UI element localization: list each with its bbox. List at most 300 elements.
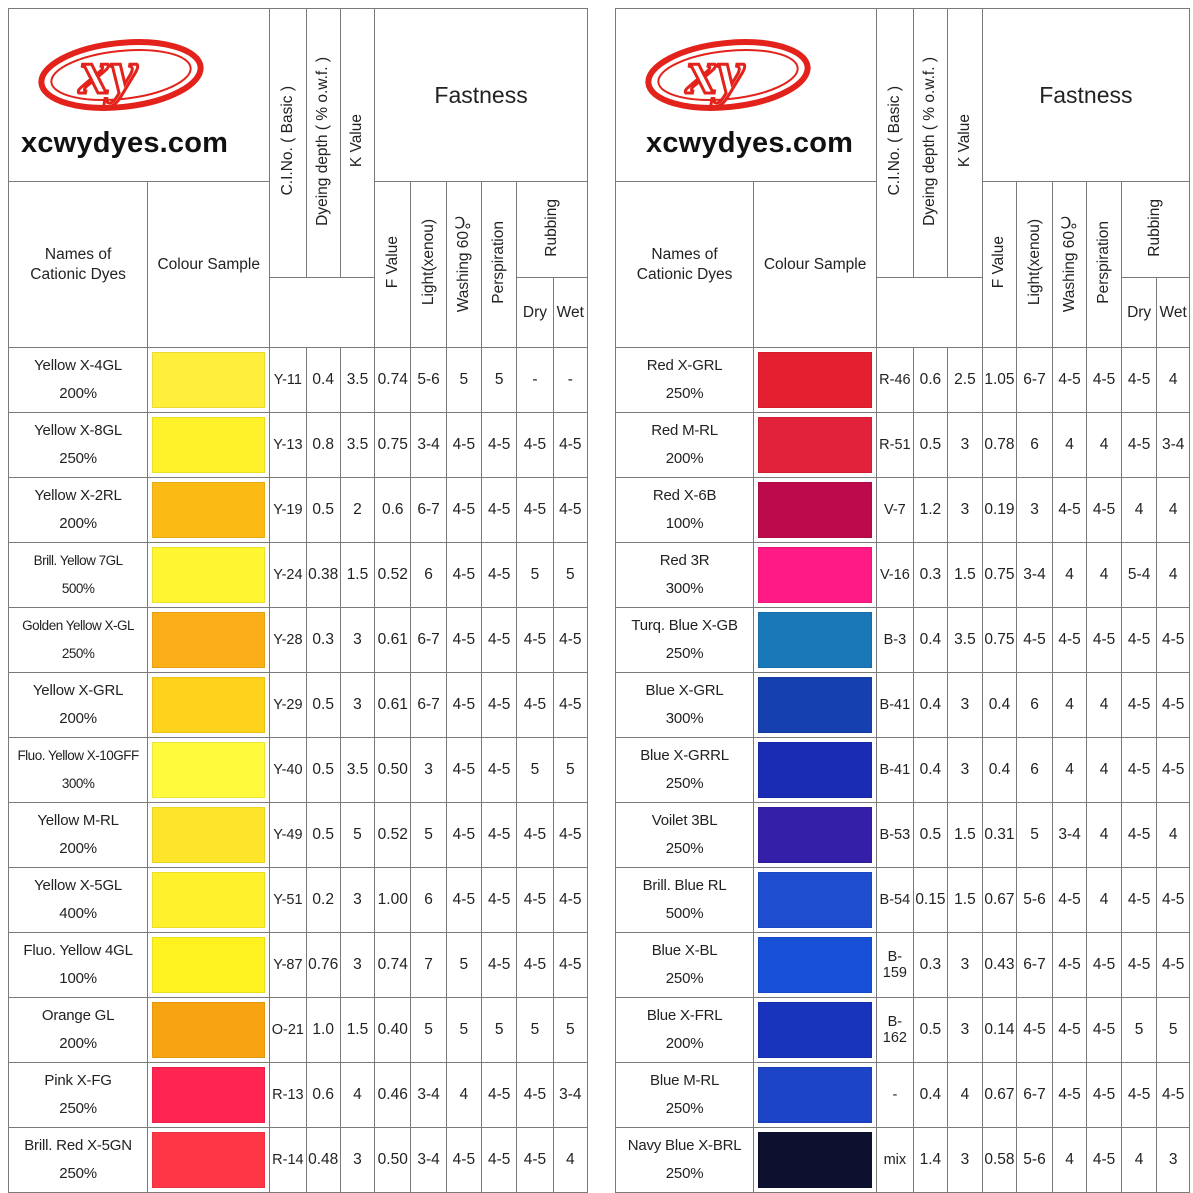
colour-sample-cell xyxy=(148,868,270,933)
rubbing-dry: 5 xyxy=(517,998,553,1063)
rubbing-wet: 4 xyxy=(1157,348,1190,413)
rubbing-wet: 4-5 xyxy=(553,478,587,543)
rubbing-dry: 5 xyxy=(517,738,553,803)
ci-no: B-41 xyxy=(877,738,914,803)
rubbing-wet: 4-5 xyxy=(553,413,587,478)
dye-name-cell xyxy=(616,868,754,933)
washing-fastness: 4 xyxy=(1052,543,1087,608)
colour-sample-cell xyxy=(754,998,877,1063)
dye-row xyxy=(9,803,588,868)
dye-name: Blue X-GRL xyxy=(645,682,724,699)
dye-row xyxy=(616,478,1190,543)
washing-fastness: 5 xyxy=(446,933,481,998)
colour-swatch xyxy=(758,482,872,538)
light-fastness: 5-6 xyxy=(1017,1128,1053,1193)
f-value: 1.05 xyxy=(982,348,1017,413)
dye-name-cell xyxy=(9,413,148,478)
dye-row xyxy=(616,608,1190,673)
dye-row xyxy=(616,1063,1190,1128)
perspiration-fastness: 4-5 xyxy=(482,1063,517,1128)
dye-row xyxy=(9,673,588,738)
dye-name-cell xyxy=(9,1063,148,1128)
rubbing-wet: 5 xyxy=(553,738,587,803)
k-value: 3 xyxy=(340,673,374,738)
dye-name-cell xyxy=(616,478,754,543)
dye-name: Yellow X-GRL xyxy=(32,682,124,699)
colour-sample-cell xyxy=(754,413,877,478)
f-value: 0.75 xyxy=(982,608,1017,673)
rubbing-dry: 4-5 xyxy=(517,1063,553,1128)
dye-name: Fluo. Yellow 4GL xyxy=(23,942,133,959)
k-value: 3 xyxy=(340,933,374,998)
light-header: Light(xenou) xyxy=(1017,182,1053,348)
rubbing-dry: 4-5 xyxy=(1121,738,1157,803)
xy-logo-icon xyxy=(646,31,821,117)
ci-no: R-46 xyxy=(877,348,914,413)
rubbing-wet: 4 xyxy=(1157,543,1190,608)
colour-sample-cell xyxy=(754,348,877,413)
names-header: Names of Cationic Dyes xyxy=(616,182,754,348)
dye-name-cell xyxy=(616,1128,754,1193)
dye-row xyxy=(616,933,1190,998)
f-value: 0.75 xyxy=(982,543,1017,608)
site-url: xcwydyes.com xyxy=(21,127,229,159)
dyeing-depth: 0.6 xyxy=(306,1063,340,1128)
rubbing-dry: 4-5 xyxy=(1121,1063,1157,1128)
k-value-header: K Value xyxy=(948,9,983,278)
dyeing-depth: 0.5 xyxy=(306,478,340,543)
dye-name: Fluo. Yellow X-10GFF xyxy=(17,748,139,763)
dye-strength: 500% xyxy=(61,581,95,596)
perspiration-fastness: 5 xyxy=(482,998,517,1063)
perspiration-fastness: 4 xyxy=(1087,738,1122,803)
dyeing-depth: 1.2 xyxy=(913,478,948,543)
washing-fastness: 4-5 xyxy=(1052,608,1087,673)
dye-name: Yellow X-4GL xyxy=(34,357,123,374)
rubbing-dry: 4-5 xyxy=(517,608,553,673)
f-value: 0.61 xyxy=(375,608,411,673)
dye-strength: 250% xyxy=(59,1165,97,1182)
dye-name-cell xyxy=(616,933,754,998)
f-value: 0.6 xyxy=(375,478,411,543)
dye-row xyxy=(616,413,1190,478)
dye-name-cell xyxy=(616,673,754,738)
perspiration-fastness: 4-5 xyxy=(482,933,517,998)
k-value: 3 xyxy=(948,413,983,478)
rubbing-wet: 3 xyxy=(1157,1128,1190,1193)
light-fastness: 3-4 xyxy=(411,1128,446,1193)
dye-name-cell xyxy=(9,608,148,673)
dye-row xyxy=(616,348,1190,413)
k-value: 4 xyxy=(340,1063,374,1128)
right-dye-table-panel xyxy=(615,8,1190,1182)
dye-name: Red X-GRL xyxy=(646,357,723,374)
f-value: 0.50 xyxy=(375,1128,411,1193)
rubbing-dry: 4-5 xyxy=(517,933,553,998)
rubbing-wet: 4-5 xyxy=(1157,1063,1190,1128)
dye-name-cell xyxy=(616,608,754,673)
k-value: 1.5 xyxy=(340,998,374,1063)
f-value-header: F Value xyxy=(982,182,1017,348)
perspiration-fastness: 4-5 xyxy=(482,673,517,738)
dye-row xyxy=(9,478,588,543)
colour-sample-header: Colour Sample xyxy=(754,182,877,348)
dye-name: Blue M-RL xyxy=(650,1072,720,1089)
logo-letters: xy xyxy=(79,39,138,107)
washing-fastness: 4-5 xyxy=(1052,933,1087,998)
dye-name-cell xyxy=(9,738,148,803)
colour-swatch xyxy=(152,612,265,668)
rubbing-dry: - xyxy=(517,348,553,413)
f-value: 0.61 xyxy=(375,673,411,738)
dye-row xyxy=(9,1063,588,1128)
colour-swatch xyxy=(758,807,872,863)
k-value: 3 xyxy=(948,673,983,738)
rubbing-dry: 4-5 xyxy=(517,673,553,738)
ci-no-header: C.I.No. ( Basic ) xyxy=(270,9,306,278)
colour-swatch xyxy=(758,612,872,668)
perspiration-fastness: 4 xyxy=(1087,673,1122,738)
rubbing-wet: 4-5 xyxy=(1157,868,1190,933)
ci-no: Y-13 xyxy=(270,413,306,478)
dye-row xyxy=(9,1128,588,1193)
dyeing-depth: 0.5 xyxy=(913,998,948,1063)
colour-sample-cell xyxy=(754,933,877,998)
dyeing-depth: 0.38 xyxy=(306,543,340,608)
ci-no: R-14 xyxy=(270,1128,306,1193)
ci-no: B-162 xyxy=(877,998,914,1063)
washing-fastness: 4-5 xyxy=(1052,348,1087,413)
brand-header xyxy=(616,9,877,182)
f-value: 0.78 xyxy=(982,413,1017,478)
dye-strength: 200% xyxy=(59,710,97,727)
rubbing-wet: 5 xyxy=(553,543,587,608)
dye-strength: 100% xyxy=(665,515,704,532)
perspiration-fastness: 4-5 xyxy=(482,478,517,543)
perspiration-fastness: 4-5 xyxy=(482,868,517,933)
perspiration-fastness: 4 xyxy=(1087,868,1122,933)
washing-fastness: 4-5 xyxy=(446,673,481,738)
rubbing-dry: 4 xyxy=(1121,478,1157,543)
dyeing-depth: 0.5 xyxy=(913,803,948,868)
washing-fastness: 4-5 xyxy=(446,413,481,478)
rubbing-wet: 4-5 xyxy=(553,608,587,673)
wet-header: Wet xyxy=(553,278,587,348)
dye-row xyxy=(9,933,588,998)
ci-no: B-3 xyxy=(877,608,914,673)
washing-fastness: 4-5 xyxy=(446,543,481,608)
colour-swatch xyxy=(758,872,872,928)
ci-no: R-51 xyxy=(877,413,914,478)
perspiration-fastness: 4-5 xyxy=(1087,1063,1122,1128)
dry-header: Dry xyxy=(517,278,553,348)
perspiration-fastness: 4-5 xyxy=(1087,998,1122,1063)
ci-no: Y-11 xyxy=(270,348,306,413)
rubbing-dry: 4-5 xyxy=(1121,803,1157,868)
k-value-header: K Value xyxy=(340,9,374,278)
rubbing-wet: 4-5 xyxy=(553,673,587,738)
dye-strength: 200% xyxy=(665,1035,704,1052)
k-value: 1.5 xyxy=(948,543,983,608)
rubbing-wet: 5 xyxy=(553,998,587,1063)
washing-fastness: 4-5 xyxy=(446,478,481,543)
dye-strength: 200% xyxy=(59,385,97,402)
rubbing-dry: 4-5 xyxy=(1121,608,1157,673)
dye-strength: 100% xyxy=(59,970,97,987)
dye-strength: 250% xyxy=(665,385,704,402)
ci-no: Y-87 xyxy=(270,933,306,998)
k-value: 1.5 xyxy=(948,803,983,868)
dye-strength: 300% xyxy=(665,580,704,597)
colour-sample-cell xyxy=(148,1063,270,1128)
dye-name-cell xyxy=(9,478,148,543)
colour-swatch xyxy=(152,1132,265,1188)
dye-strength: 250% xyxy=(665,970,704,987)
rubbing-dry: 4-5 xyxy=(1121,933,1157,998)
dye-row xyxy=(616,803,1190,868)
rubbing-dry: 4-5 xyxy=(1121,413,1157,478)
colour-sample-header: Colour Sample xyxy=(148,182,270,348)
colour-swatch xyxy=(758,352,872,408)
colour-sample-cell xyxy=(754,738,877,803)
ci-no: mix xyxy=(877,1128,914,1193)
perspiration-fastness: 4-5 xyxy=(1087,933,1122,998)
k-value: 3.5 xyxy=(340,738,374,803)
dyeing-depth: 0.3 xyxy=(913,543,948,608)
dye-row xyxy=(616,673,1190,738)
dye-name-cell xyxy=(9,933,148,998)
dye-name: Turq. Blue X-GB xyxy=(631,617,738,634)
light-fastness: 7 xyxy=(411,933,446,998)
dye-strength: 250% xyxy=(665,645,704,662)
light-header: Light(xenou) xyxy=(411,182,446,348)
dye-name: Blue X-BL xyxy=(651,942,718,959)
dye-strength: 250% xyxy=(59,450,97,467)
light-fastness: 3-4 xyxy=(1017,543,1053,608)
washing-fastness: 4-5 xyxy=(1052,478,1087,543)
f-value: 0.67 xyxy=(982,1063,1017,1128)
rubbing-dry: 4 xyxy=(1121,1128,1157,1193)
washing-fastness: 4 xyxy=(1052,673,1087,738)
rubbing-wet: 4-5 xyxy=(1157,673,1190,738)
colour-swatch xyxy=(152,482,265,538)
light-fastness: 3 xyxy=(411,738,446,803)
ci-no: Y-24 xyxy=(270,543,306,608)
washing-fastness: 5 xyxy=(446,348,481,413)
dye-name-cell xyxy=(616,998,754,1063)
dye-name: Yellow M-RL xyxy=(37,812,119,829)
light-fastness: 5-6 xyxy=(1017,868,1053,933)
dyeing-depth-header: Dyeing depth ( % o.w.f. ) xyxy=(913,9,948,278)
light-fastness: 4-5 xyxy=(1017,608,1053,673)
f-value: 0.52 xyxy=(375,543,411,608)
f-value: 0.74 xyxy=(375,933,411,998)
f-value: 0.14 xyxy=(982,998,1017,1063)
dyeing-depth: 0.15 xyxy=(913,868,948,933)
ci-no: Y-40 xyxy=(270,738,306,803)
colour-sample-cell xyxy=(754,478,877,543)
rubbing-wet: 4 xyxy=(1157,478,1190,543)
washing-fastness: 4-5 xyxy=(446,608,481,673)
dye-name: Brill. Blue RL xyxy=(642,877,727,894)
k-value: 3 xyxy=(340,868,374,933)
perspiration-fastness: 4 xyxy=(1087,803,1122,868)
washing-fastness: 4-5 xyxy=(1052,1063,1087,1128)
f-value: 0.67 xyxy=(982,868,1017,933)
washing-fastness: 4 xyxy=(1052,1128,1087,1193)
dyeing-depth: 0.3 xyxy=(306,608,340,673)
k-value: 3 xyxy=(948,933,983,998)
rubbing-wet: 4-5 xyxy=(1157,738,1190,803)
colour-swatch xyxy=(758,547,872,603)
left-table-body xyxy=(9,348,588,1193)
dye-name-cell xyxy=(9,998,148,1063)
washing-fastness: 4-5 xyxy=(446,1128,481,1193)
k-value: 3 xyxy=(948,478,983,543)
dye-name-cell xyxy=(616,803,754,868)
washing-fastness: 4-5 xyxy=(446,868,481,933)
perspiration-fastness: 4-5 xyxy=(482,608,517,673)
k-value: 1.5 xyxy=(340,543,374,608)
dye-strength: 200% xyxy=(59,1035,97,1052)
colour-swatch xyxy=(758,677,872,733)
washing-header: Washing 60℃ xyxy=(1052,182,1087,348)
wet-header: Wet xyxy=(1157,278,1190,348)
dye-row xyxy=(9,738,588,803)
washing-fastness: 4 xyxy=(1052,413,1087,478)
dye-table-right xyxy=(615,8,1190,1193)
dye-strength: 250% xyxy=(665,840,704,857)
colour-sample-cell xyxy=(754,1063,877,1128)
dye-row xyxy=(616,868,1190,933)
colour-swatch xyxy=(152,807,265,863)
dye-name-cell xyxy=(9,543,148,608)
dyeing-depth: 1.0 xyxy=(306,998,340,1063)
ci-no: O-21 xyxy=(270,998,306,1063)
dye-name: Golden Yellow X-GL xyxy=(22,618,134,633)
dyeing-depth: 0.48 xyxy=(306,1128,340,1193)
dye-name: Navy Blue X-BRL xyxy=(627,1137,742,1154)
colour-swatch xyxy=(152,352,265,408)
left-dye-table-panel xyxy=(8,8,588,1182)
perspiration-fastness: 4-5 xyxy=(482,738,517,803)
rubbing-wet: 4-5 xyxy=(1157,608,1190,673)
colour-swatch xyxy=(152,742,265,798)
ci-no: B-159 xyxy=(877,933,914,998)
dyeing-depth: 0.5 xyxy=(306,803,340,868)
light-fastness: 6-7 xyxy=(411,478,446,543)
k-value: 2.5 xyxy=(948,348,983,413)
dye-strength: 250% xyxy=(665,775,704,792)
dye-name-cell xyxy=(616,413,754,478)
perspiration-fastness: 5 xyxy=(482,348,517,413)
colour-swatch xyxy=(758,742,872,798)
k-value: 2 xyxy=(340,478,374,543)
light-fastness: 3-4 xyxy=(411,413,446,478)
light-fastness: 6-7 xyxy=(411,673,446,738)
light-fastness: 5-6 xyxy=(411,348,446,413)
colour-sample-cell xyxy=(754,868,877,933)
washing-header: Washing 60℃ xyxy=(446,182,481,348)
colour-sample-cell xyxy=(754,803,877,868)
light-fastness: 6 xyxy=(1017,413,1053,478)
dye-strength: 250% xyxy=(61,646,95,661)
colour-sample-cell xyxy=(754,543,877,608)
dye-name: Red X-6B xyxy=(652,487,717,504)
rubbing-dry: 5 xyxy=(517,543,553,608)
ci-no: B-53 xyxy=(877,803,914,868)
rubbing-header: Rubbing xyxy=(517,182,588,278)
dyeing-depth: 0.5 xyxy=(306,738,340,803)
colour-sample-cell xyxy=(148,478,270,543)
colour-sample-cell xyxy=(148,998,270,1063)
rubbing-wet: 4 xyxy=(553,1128,587,1193)
colour-swatch xyxy=(152,937,265,993)
f-value-header: F Value xyxy=(375,182,411,348)
dye-name-cell xyxy=(616,348,754,413)
colour-sample-cell xyxy=(148,608,270,673)
dye-name-cell xyxy=(616,738,754,803)
k-value: 4 xyxy=(948,1063,983,1128)
k-value: 3 xyxy=(948,998,983,1063)
f-value: 0.46 xyxy=(375,1063,411,1128)
ci-no: V-16 xyxy=(877,543,914,608)
light-fastness: 6 xyxy=(411,868,446,933)
dye-name: Red M-RL xyxy=(651,422,718,439)
fastness-header: Fastness xyxy=(375,9,588,182)
xy-logo-icon xyxy=(39,31,214,117)
dye-strength: 200% xyxy=(665,450,704,467)
perspiration-fastness: 4-5 xyxy=(482,803,517,868)
f-value: 0.4 xyxy=(982,738,1017,803)
rubbing-dry: 5-4 xyxy=(1121,543,1157,608)
light-fastness: 3 xyxy=(1017,478,1053,543)
rubbing-wet: 4 xyxy=(1157,803,1190,868)
colour-sample-cell xyxy=(148,738,270,803)
dye-name: Red 3R xyxy=(659,552,710,569)
dye-name-cell xyxy=(9,803,148,868)
perspiration-fastness: 4-5 xyxy=(482,543,517,608)
light-fastness: 5 xyxy=(1017,803,1053,868)
colour-swatch xyxy=(152,417,265,473)
dye-row xyxy=(616,1128,1190,1193)
rubbing-wet: 4-5 xyxy=(553,803,587,868)
perspiration-fastness: 4-5 xyxy=(482,413,517,478)
fastness-header: Fastness xyxy=(982,9,1189,182)
dyeing-depth: 0.4 xyxy=(306,348,340,413)
f-value: 0.19 xyxy=(982,478,1017,543)
dye-row xyxy=(616,543,1190,608)
perspiration-fastness: 4 xyxy=(1087,413,1122,478)
colour-swatch xyxy=(758,937,872,993)
colour-swatch xyxy=(152,547,265,603)
site-url: xcwydyes.com xyxy=(646,127,854,159)
washing-fastness: 4-5 xyxy=(446,738,481,803)
dyeing-depth: 1.4 xyxy=(913,1128,948,1193)
dyeing-depth: 0.76 xyxy=(306,933,340,998)
dye-name: Brill. Yellow 7GL xyxy=(33,553,123,568)
dyeing-depth: 0.6 xyxy=(913,348,948,413)
colour-sample-cell xyxy=(754,673,877,738)
light-fastness: 6 xyxy=(1017,738,1053,803)
k-value: 3 xyxy=(340,1128,374,1193)
k-value: 1.5 xyxy=(948,868,983,933)
light-fastness: 3-4 xyxy=(411,1063,446,1128)
dyeing-depth: 0.5 xyxy=(306,673,340,738)
dye-row xyxy=(9,413,588,478)
dyeing-depth: 0.5 xyxy=(913,413,948,478)
colour-swatch xyxy=(152,1002,265,1058)
